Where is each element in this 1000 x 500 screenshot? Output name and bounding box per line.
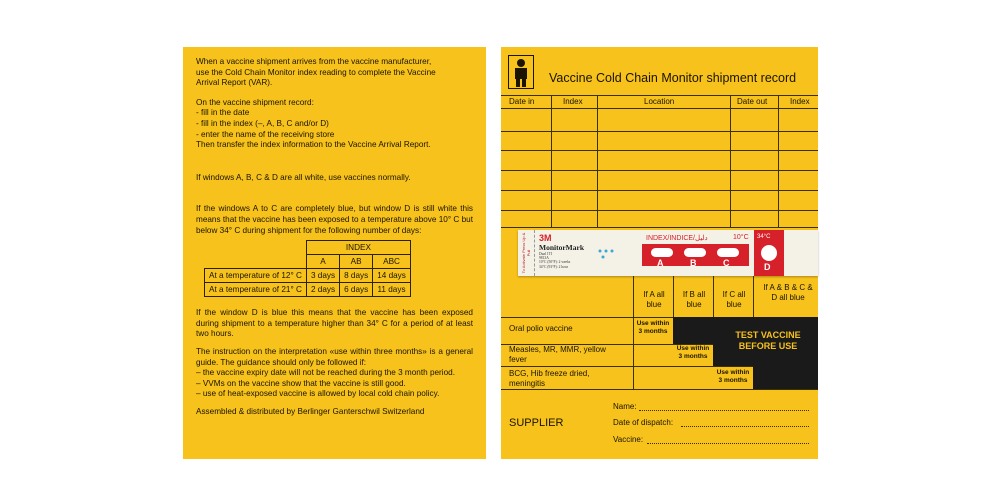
- col-index: Index: [563, 97, 583, 106]
- window-a: [651, 248, 673, 257]
- vaccine-field[interactable]: [647, 443, 809, 444]
- shipment-record-card: [501, 47, 818, 459]
- index-col-a: A: [306, 255, 339, 269]
- vaccine-row-1: Oral polio vaccine: [509, 324, 573, 333]
- name-label: Name:: [613, 402, 637, 411]
- temp-high: 34°C: [757, 234, 771, 240]
- test-vaccine-block: [673, 317, 818, 389]
- col-location: Location: [644, 97, 675, 106]
- person-icon: [508, 55, 534, 89]
- if-b-header: If B all blue: [682, 290, 706, 309]
- blue-a-to-c-text: If the windows A to C are completely blue, but window D is still white this means that the vaccine has been exposed to a temperature above 10° C but below 34° C during shipment for the following number of days:: [196, 204, 473, 235]
- if-c-header: If C all blue: [722, 290, 746, 309]
- vaccine-label: Vaccine:: [613, 435, 644, 444]
- record-title: Vaccine Cold Chain Monitor shipment record: [549, 71, 797, 85]
- index-table: [204, 240, 411, 297]
- table-row: At a temperature of 21° C 2 days 6 days 11 days: [205, 283, 411, 297]
- window-c: [717, 248, 739, 257]
- index-label: INDEX/INDICE/دليل: [646, 235, 708, 242]
- index-col-abc: ABC: [373, 255, 411, 269]
- window-d: [761, 245, 777, 261]
- intro-text: When a vaccine shipment arrives from the vaccine manufacturer, use the Cold Chain Monitor index reading to complete the Vaccine Arrival Report (VAR).: [196, 57, 436, 88]
- table-row: At a temperature of 12° C 3 days 8 days 14 days: [205, 269, 411, 283]
- if-all-header: If A & B & C & D all blue: [763, 283, 813, 302]
- record-instructions: On the vaccine shipment record: - fill in the date - fill in the index (–, A, B, C and/or D) - enter the name of the receiving store Then transfer the index information to the Vaccine Arrival Report.: [196, 97, 431, 150]
- col-date-in: Date in: [509, 97, 535, 106]
- dispatch-label: Date of dispatch:: [613, 418, 674, 427]
- product-name: MonitorMark: [539, 243, 584, 252]
- vaccine-row-2: Measles, MR, MMR, yellow fever: [509, 345, 606, 364]
- all-white-text: If windows A, B, C & D are all white, use vaccines normally.: [196, 172, 411, 182]
- name-field[interactable]: [639, 410, 809, 411]
- window-d-strip: 34°C D: [754, 230, 784, 276]
- brand-logo: 3M: [539, 233, 552, 243]
- index-col-ab: AB: [340, 255, 373, 269]
- guide-text: The instruction on the interpretation «use within three months» is a general guide. The guidance should only be followed if:: [196, 346, 473, 367]
- use-within-b: Use within 3 months: [676, 345, 710, 360]
- temp-low: 10°C: [733, 234, 749, 241]
- indicator-dots-icon: [596, 248, 618, 262]
- instructions-card: [183, 47, 486, 459]
- bullet-item: – VVMs on the vaccine show that the vaccine is still good.: [196, 378, 406, 388]
- index-header: INDEX: [306, 241, 410, 255]
- activate-text: To Activate Press Up & Pull: [521, 232, 531, 274]
- use-within-a: Use within 3 months: [636, 320, 670, 335]
- test-vaccine-text: TEST VACCINE BEFORE USE: [735, 330, 801, 351]
- col-index-out: Index: [790, 97, 810, 106]
- window-b: [684, 248, 706, 257]
- window-d-text: If the window D is blue this means that the vaccine has been exposed during shipment to a temperature higher than 34° C for a period of at least two hours.: [196, 308, 473, 339]
- bullet-item: – the vaccine expiry date will not be reached during the 3 month period.: [196, 368, 455, 378]
- col-date-out: Date out: [737, 97, 768, 106]
- supplier-label: SUPPLIER: [509, 417, 564, 429]
- vaccine-row-3: BCG, Hib freeze dried, meningitis: [509, 369, 590, 388]
- dispatch-field[interactable]: [681, 426, 809, 427]
- footer-text: Assembled & distributed by Berlinger Ganterschwil Switzerland: [196, 406, 425, 416]
- cold-chain-monitor: To Activate Press Up & Pull 3M MonitorMark Dual 1TI 9813A 10°C (50°F): 2 weeks 34°C (93°F): 2 hour INDEX/INDICE/دليل 10°C A B C 34°C D: [518, 230, 818, 276]
- use-within-c: Use within 3 months: [716, 369, 750, 384]
- bullet-item: – use of heat-exposed vaccine is allowed by local cold chain policy.: [196, 389, 440, 399]
- if-a-header: If A all blue: [643, 290, 665, 309]
